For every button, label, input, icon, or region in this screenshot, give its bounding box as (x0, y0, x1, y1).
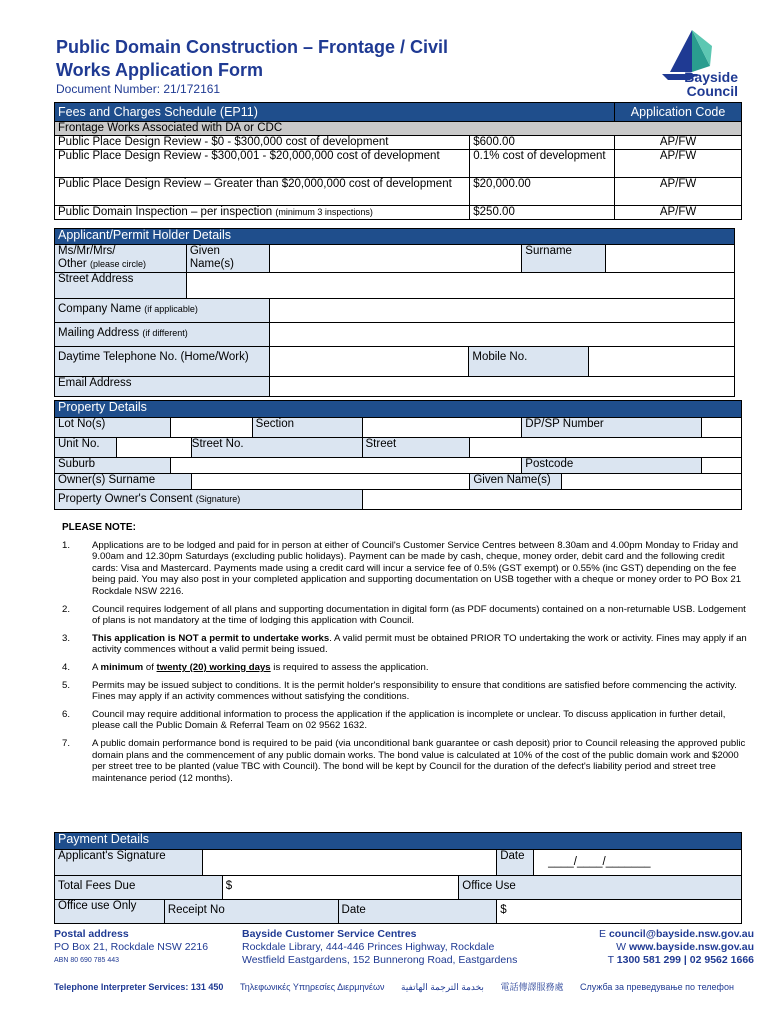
note-number: 2. (62, 603, 71, 615)
note-item (62, 540, 752, 598)
postcode-label: Postcode (522, 458, 702, 474)
surname-label: Surname (522, 245, 606, 273)
surname-field[interactable] (606, 245, 735, 273)
web-prefix: W (616, 941, 627, 953)
logo-text-line1: Bayside (684, 69, 738, 85)
daytime-phone-field[interactable] (269, 347, 469, 377)
footer-contact (570, 928, 754, 967)
date-blank: ____/____/_______ (548, 856, 651, 868)
office-use-only-label: Office use Only (55, 900, 165, 924)
owner-surname-field[interactable] (191, 474, 470, 490)
applicant-table (54, 228, 735, 397)
dollar-sign: $ (225, 880, 233, 892)
fee-desc: Public Place Design Review – Greater than $20,000,000 cost of development (55, 178, 470, 206)
street-label: Street (362, 438, 470, 458)
section-label: Section (252, 418, 362, 438)
applicant-heading: Applicant/Permit Holder Details (55, 229, 735, 245)
fees-table (54, 102, 742, 220)
note-number: 5. (62, 679, 71, 691)
note-pre: A (92, 661, 101, 673)
given-name-field[interactable] (269, 245, 522, 273)
fee-code: AP/FW (615, 206, 742, 220)
owner-consent-label-text: Property Owner's Consent (58, 493, 193, 505)
note-bold-days: twenty (20) working days (156, 661, 271, 673)
fee-amount: $600.00 (470, 136, 615, 150)
owner-consent-note: (Signature) (195, 494, 241, 504)
interpreter-services: Telephone Interpreter Services: 131 450 (54, 982, 224, 992)
abn: ABN 80 690 785 443 (54, 957, 119, 964)
note-item (62, 680, 752, 703)
note-number: 4. (62, 661, 71, 673)
email-prefix: E (599, 928, 607, 940)
date-field[interactable] (534, 850, 742, 876)
unit-label: Unit No. (55, 438, 117, 458)
fee-desc (55, 206, 470, 220)
dollar-sign-2: $ (500, 904, 507, 916)
note-item (62, 709, 752, 732)
note-post: is required to assess the application. (270, 661, 429, 673)
office-date-label: Date (338, 900, 497, 924)
company-name-field[interactable] (269, 299, 734, 323)
title-label (55, 245, 187, 273)
receipt-no-label: Receipt No (164, 900, 338, 924)
note-number: 1. (62, 539, 71, 551)
note-number: 6. (62, 708, 71, 720)
street-field[interactable] (470, 438, 742, 458)
footer-postal (54, 928, 208, 967)
interpreter-arabic: بخدمة الترجمة الهاتفية (401, 982, 484, 992)
total-fees-label: Total Fees Due (55, 876, 223, 900)
mailing-address-label (55, 323, 270, 347)
company-name-label (55, 299, 270, 323)
application-code-heading: Application Code (615, 103, 742, 122)
note-number: 3. (62, 632, 71, 644)
applicant-signature-field[interactable] (202, 850, 496, 876)
note-text: A public domain performance bond is required to be paid (via unconditional bank guarantee or cash deposit) prior to Council releasing the approved public domain plans and the commencement of any public domain works. The bond value is calculated at 10% of the cost of the public domain work and $2000 per street tree to be planted (value TBC with Council). The bond will be kept by Council for the duration of the defect's liability period and street tree maintenance period (12 months). (92, 737, 746, 784)
mailing-address-label-text: Mailing Address (58, 327, 140, 339)
interpreter-chinese: 電話傳譯服務處 (500, 982, 564, 992)
fee-row (55, 150, 742, 178)
note-text: Council may require additional information to process the application if the application is incomplete or unclear. To discuss application in further detail, please call the Public Domain & Referral Team on 02 9562 1632. (92, 708, 726, 732)
note-text: Council requires lodgement of all plans and supporting documentation in digital form (as PDF documents) contained on a non-returnable USB. Lodgement of plans is not mandatory at the time of lodging this application with Council. (92, 603, 746, 627)
form-title-line1: Public Domain Construction – Frontage / Civil (56, 37, 449, 57)
note-bold: This application is NOT a permit to undertake works (92, 632, 330, 644)
fees-heading: Fees and Charges Schedule (EP11) (55, 103, 615, 122)
dpsp-field[interactable] (702, 418, 742, 438)
fee-row (55, 178, 742, 206)
applicant-signature-label: Applicant's Signature (55, 850, 203, 876)
form-title (56, 36, 448, 82)
owner-consent-field[interactable] (362, 490, 741, 510)
given-name-label: Given Name(s) (186, 245, 269, 273)
payment-table (54, 832, 742, 924)
council-email-link[interactable]: council@bayside.nsw.gov.au (608, 928, 754, 940)
title-label-note: (please circle) (89, 259, 146, 269)
fee-desc: Public Place Design Review - $300,001 - $20,000,000 cost of development (55, 150, 470, 178)
postcode-field[interactable] (702, 458, 742, 474)
unit-field[interactable] (116, 438, 191, 458)
email-field[interactable] (269, 377, 734, 397)
centres-heading: Bayside Customer Service Centres (242, 928, 417, 940)
note-text (92, 633, 752, 656)
interpreter-line (54, 980, 754, 993)
logo-text-line2: Council (686, 83, 738, 99)
fee-amount: 0.1% cost of development (470, 150, 615, 178)
council-website-link[interactable]: www.bayside.nsw.gov.au (628, 941, 754, 953)
lot-field[interactable] (170, 418, 252, 438)
interpreter-macedonian: Служба за преведување по телефон (579, 982, 734, 992)
office-amount-field[interactable] (497, 900, 742, 924)
title-label-text: Ms/Mr/Mrs/ (58, 245, 116, 257)
suburb-field[interactable] (170, 458, 521, 474)
suburb-label: Suburb (55, 458, 171, 474)
mobile-field[interactable] (589, 347, 735, 377)
logo-text (668, 70, 738, 98)
notes-heading: PLEASE NOTE: (62, 522, 136, 533)
email-label: Email Address (55, 377, 270, 397)
fee-row (55, 136, 742, 150)
note-text: Applications are to be lodged and paid for in person at either of Council's Customer Service Centres between 8.30am and 4.00pm Monday to Friday and 9.00am and 12.30pm Saturdays (excluding public holidays). Payment can be made by cash, cheque, money order, debit card and the following credit cards: Visa and Mastercard. Payments made using a credit card will incur a service fee of 0.5% (GST exempt) or 0.55% (inc GST) depending on the fee being paid. You may also post in your completed application and supporting documentation on USB together with a cheque or money order to PO Box 21 Rockdale NSW 2216. (92, 539, 742, 597)
please-note-section (62, 522, 752, 790)
fee-row (55, 206, 742, 220)
note-item (62, 738, 752, 784)
mailing-address-field[interactable] (269, 323, 734, 347)
note-item (62, 662, 752, 674)
note-rest: . A valid permit must be obtained PRIOR TO undertaking the work or activity. Fines may apply if an activity commences without a valid permit being issued. (92, 632, 747, 656)
fee-desc-note: (minimum 3 inspections) (275, 207, 373, 217)
fee-code: AP/FW (615, 150, 742, 178)
total-fees-field[interactable] (222, 876, 459, 900)
postal-heading: Postal address (54, 928, 129, 940)
company-name-label-text: Company Name (58, 303, 142, 315)
centre-eastgardens: Westfield Eastgardens, 152 Bunnerong Road, Eastgardens (242, 954, 518, 966)
fee-desc: Public Place Design Review - $0 - $300,000 cost of development (55, 136, 470, 150)
mobile-label: Mobile No. (469, 347, 589, 377)
property-heading: Property Details (55, 401, 742, 418)
council-phone: 1300 581 299 | 02 9562 1666 (616, 954, 754, 966)
fee-amount: $250.00 (470, 206, 615, 220)
date-label: Date (497, 850, 534, 876)
property-table (54, 400, 742, 510)
note-text: Permits may be issued subject to conditions. It is the permit holder's responsibility to ensure that conditions are satisfied before commencing the activity. Fines may apply if an activity commences without satisfying the conditions. (92, 679, 737, 703)
section-field[interactable] (362, 418, 522, 438)
interpreter-greek: Τηλεφωνικές Υπηρεσίες Διερμηνέων (239, 982, 385, 992)
form-title-line2: Works Application Form (56, 60, 264, 80)
company-name-note: (if applicable) (144, 304, 198, 314)
phone-prefix: T (607, 954, 614, 966)
fee-code: AP/FW (615, 178, 742, 206)
postal-line: PO Box 21, Rockdale NSW 2216 (54, 941, 209, 953)
fee-desc-text: Public Domain Inspection – per inspection (58, 206, 273, 218)
office-use-label: Office Use (459, 876, 742, 900)
street-no-label: Street No. (191, 438, 362, 458)
note-mid: of (143, 661, 157, 673)
note-item (62, 633, 752, 656)
fee-amount: $20,000.00 (470, 178, 615, 206)
footer-centres (242, 928, 517, 967)
note-item (62, 604, 752, 627)
street-address-field[interactable] (186, 273, 734, 299)
note-number: 7. (62, 737, 71, 749)
title-label-other: Other (58, 258, 87, 270)
owner-given-field[interactable] (562, 474, 742, 490)
dpsp-label: DP/SP Number (522, 418, 702, 438)
owner-surname-label: Owner(s) Surname (55, 474, 192, 490)
note-bold-minimum: minimum (100, 661, 144, 673)
document-number: Document Number: 21/172161 (56, 82, 221, 96)
owner-consent-label (55, 490, 363, 510)
daytime-phone-label: Daytime Telephone No. (Home/Work) (55, 347, 270, 377)
mailing-address-note: (if different) (142, 328, 188, 338)
lot-label: Lot No(s) (55, 418, 171, 438)
centre-rockdale: Rockdale Library, 444-446 Princes Highway, Rockdale (242, 941, 495, 953)
fees-subheading: Frontage Works Associated with DA or CDC (55, 122, 742, 136)
owner-given-label: Given Name(s) (470, 474, 562, 490)
fee-code: AP/FW (615, 136, 742, 150)
payment-heading: Payment Details (55, 833, 742, 850)
note-text (92, 662, 752, 674)
street-address-label: Street Address (55, 273, 187, 299)
